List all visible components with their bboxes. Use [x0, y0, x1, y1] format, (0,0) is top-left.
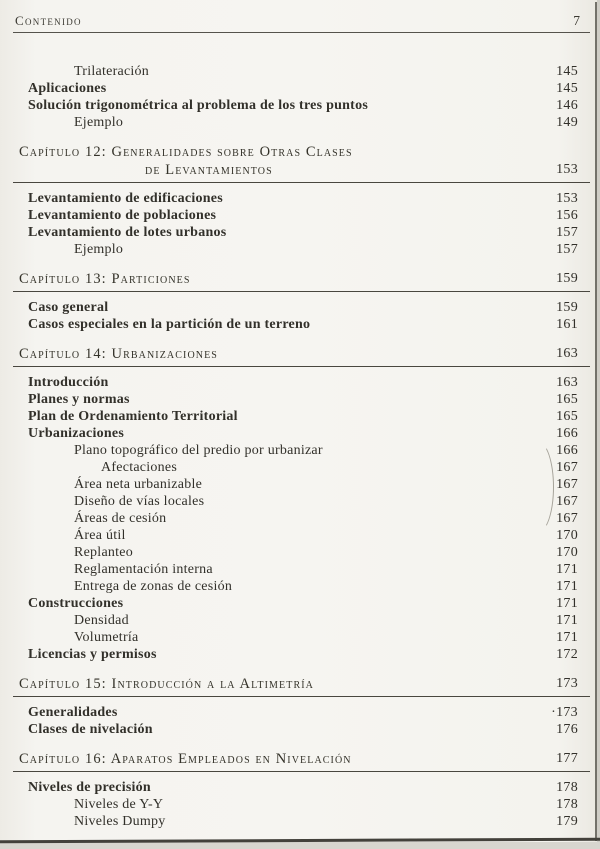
- toc-entry: [0, 97, 600, 114]
- toc-entry: [0, 561, 600, 578]
- toc-entry: [0, 527, 600, 544]
- toc-entry-label: Densidad: [74, 613, 129, 628]
- toc-entry-label: Licencias y permisos: [28, 647, 157, 662]
- toc-entry-page: 166: [556, 443, 578, 458]
- toc-entry-label: Áreas de cesión: [74, 511, 167, 526]
- toc-entry-label: Plan de Ordenamiento Territorial: [28, 409, 238, 424]
- toc-entry-page: 170: [556, 528, 578, 543]
- toc-entry-page: ·173: [551, 705, 578, 720]
- toc-entry: [0, 510, 600, 527]
- toc-entry: [0, 721, 600, 738]
- toc-entry: [0, 578, 600, 595]
- chapter-heading-line1: [13, 675, 590, 693]
- toc-entry-page: 159: [556, 300, 578, 315]
- toc-entry-page: 179: [556, 814, 578, 829]
- toc-entry: [0, 612, 600, 629]
- toc-entry-page: 176: [556, 722, 578, 737]
- toc-entry: [0, 63, 600, 80]
- toc-entry-page: 178: [556, 797, 578, 812]
- toc-entry-label: Construcciones: [28, 596, 124, 611]
- toc-entry-page: 171: [556, 630, 578, 645]
- toc-entry: [0, 459, 600, 476]
- toc-entry-label: Clases de nivelación: [28, 722, 153, 737]
- toc-entry: [0, 646, 600, 663]
- scan-shadow-bottom: [0, 842, 600, 849]
- toc-entry: [0, 207, 600, 224]
- toc-entry-page: 153: [556, 191, 578, 206]
- chapter-page: 163: [556, 346, 578, 361]
- chapter-title: Capítulo 14: Urbanizaciones: [19, 346, 218, 362]
- chapter-heading: [13, 345, 590, 367]
- toc-entry: [0, 779, 600, 796]
- scan-edge-bottom: [0, 838, 600, 844]
- toc-entry-page: 171: [556, 596, 578, 611]
- toc-entry-page: 171: [556, 579, 578, 594]
- toc-entry-label: Urbanizaciones: [28, 426, 125, 441]
- toc-entry-label: Ejemplo: [74, 115, 124, 130]
- chapter-title: Capítulo 12: Generalidades sobre Otras Clases: [19, 144, 353, 160]
- toc-entry-page: 172: [556, 647, 578, 662]
- toc-entry-label: Solución trigonométrica al problema de los tres puntos: [28, 98, 369, 113]
- toc-entry-page: 146: [556, 98, 578, 113]
- toc-entry-page: 163: [556, 375, 578, 390]
- toc-entry-label: Levantamiento de edificaciones: [28, 191, 223, 206]
- toc-entry: [0, 391, 600, 408]
- toc-entry-label: Levantamiento de lotes urbanos: [28, 225, 227, 240]
- toc-entry-page: 165: [556, 409, 578, 424]
- running-head: Contenido: [15, 13, 82, 28]
- toc-entry: [0, 442, 600, 459]
- toc-entry-page: 145: [556, 81, 578, 96]
- toc-entry-label: Levantamiento de poblaciones: [28, 208, 217, 223]
- toc-entry-page: 167: [556, 511, 578, 526]
- chapter-heading: [13, 143, 590, 183]
- chapter-page: 177: [556, 751, 578, 766]
- chapter-heading: [13, 675, 590, 697]
- chapter-heading-line1: [13, 345, 590, 363]
- toc-entry-label: Replanteo: [74, 545, 134, 560]
- chapter-title: Capítulo 13: Particiones: [19, 271, 191, 287]
- toc-entry: [0, 476, 600, 493]
- toc-entry-label: Diseño de vías locales: [74, 494, 205, 509]
- toc-entry-label: Entrega de zonas de cesión: [74, 579, 233, 594]
- toc: [0, 63, 600, 830]
- toc-entry-label: Aplicaciones: [28, 81, 107, 96]
- chapter-heading-line2: [13, 161, 590, 179]
- toc-entry-label: Niveles de precisión: [28, 780, 151, 795]
- toc-entry: [0, 114, 600, 131]
- toc-entry-label: Área neta urbanizable: [74, 477, 203, 492]
- toc-entry-page: 149: [556, 115, 578, 130]
- toc-entry: [0, 595, 600, 612]
- toc-entry-page: 171: [556, 562, 578, 577]
- toc-entry-label: Plano topográfico del predio por urbanizar: [74, 443, 323, 458]
- chapter-heading-line1: [13, 270, 590, 288]
- chapter-title-line2: de Levantamientos: [145, 162, 273, 178]
- chapter-heading: [13, 270, 590, 292]
- toc-entry-page: 178: [556, 780, 578, 795]
- toc-entry: [0, 80, 600, 97]
- toc-entry-label: Reglamentación interna: [74, 562, 213, 577]
- chapter-heading-line1: [13, 143, 590, 161]
- toc-entry-label: Casos especiales en la partición de un terreno: [28, 317, 311, 332]
- toc-entry: [0, 813, 600, 830]
- toc-entry-page: 167: [556, 477, 578, 492]
- toc-entry: [0, 190, 600, 207]
- chapter-heading: [13, 750, 590, 772]
- chapter-heading-line1: [13, 750, 590, 768]
- toc-entry: [0, 796, 600, 813]
- toc-entry-label: Niveles Dumpy: [74, 814, 166, 829]
- chapter-page: 153: [556, 162, 578, 177]
- toc-entry-page: 145: [556, 64, 578, 79]
- toc-entry-page: 165: [556, 392, 578, 407]
- toc-entry-page: 166: [556, 426, 578, 441]
- toc-entry-page: 157: [556, 225, 578, 240]
- toc-entry-label: Ejemplo: [74, 242, 124, 257]
- toc-entry-page: 161: [556, 317, 578, 332]
- toc-entry: [0, 544, 600, 561]
- toc-entry: [0, 493, 600, 510]
- chapter-title: Capítulo 15: Introducción a la Altimetría: [19, 676, 314, 692]
- toc-entry-page: 156: [556, 208, 578, 223]
- toc-entry: [0, 224, 600, 241]
- toc-entry: [0, 316, 600, 333]
- toc-entry-page: 167: [556, 460, 578, 475]
- toc-entry-label: Planes y normas: [28, 392, 130, 407]
- page-header: [13, 0, 590, 33]
- toc-entry: [0, 241, 600, 258]
- chapter-page: 173: [556, 676, 578, 691]
- toc-entry-label: Generalidades: [28, 705, 118, 720]
- toc-entry-page: 171: [556, 613, 578, 628]
- toc-entry-label: Afectaciones: [101, 460, 178, 475]
- toc-entry: [0, 425, 600, 442]
- toc-entry-page: 170: [556, 545, 578, 560]
- toc-entry: [0, 704, 600, 721]
- toc-entry-label: Área útil: [74, 528, 126, 543]
- toc-entry-label: Volumetría: [74, 630, 139, 645]
- toc-entry-page: 167: [556, 494, 578, 509]
- chapter-page: 159: [556, 271, 578, 286]
- toc-entry: [0, 299, 600, 316]
- toc-entry-label: Caso general: [28, 300, 109, 315]
- toc-entry: [0, 374, 600, 391]
- toc-entry-page: 157: [556, 242, 578, 257]
- toc-entry: [0, 629, 600, 646]
- toc-entry-label: Introducción: [28, 375, 109, 390]
- toc-entry-label: Trilateración: [74, 64, 150, 79]
- page-number: 7: [573, 13, 580, 28]
- toc-entry: [0, 408, 600, 425]
- chapter-title: Capítulo 16: Aparatos Empleados en Nivelación: [19, 751, 352, 767]
- toc-entry-label: Niveles de Y-Y: [74, 797, 164, 812]
- chapter-page: [540, 143, 578, 161]
